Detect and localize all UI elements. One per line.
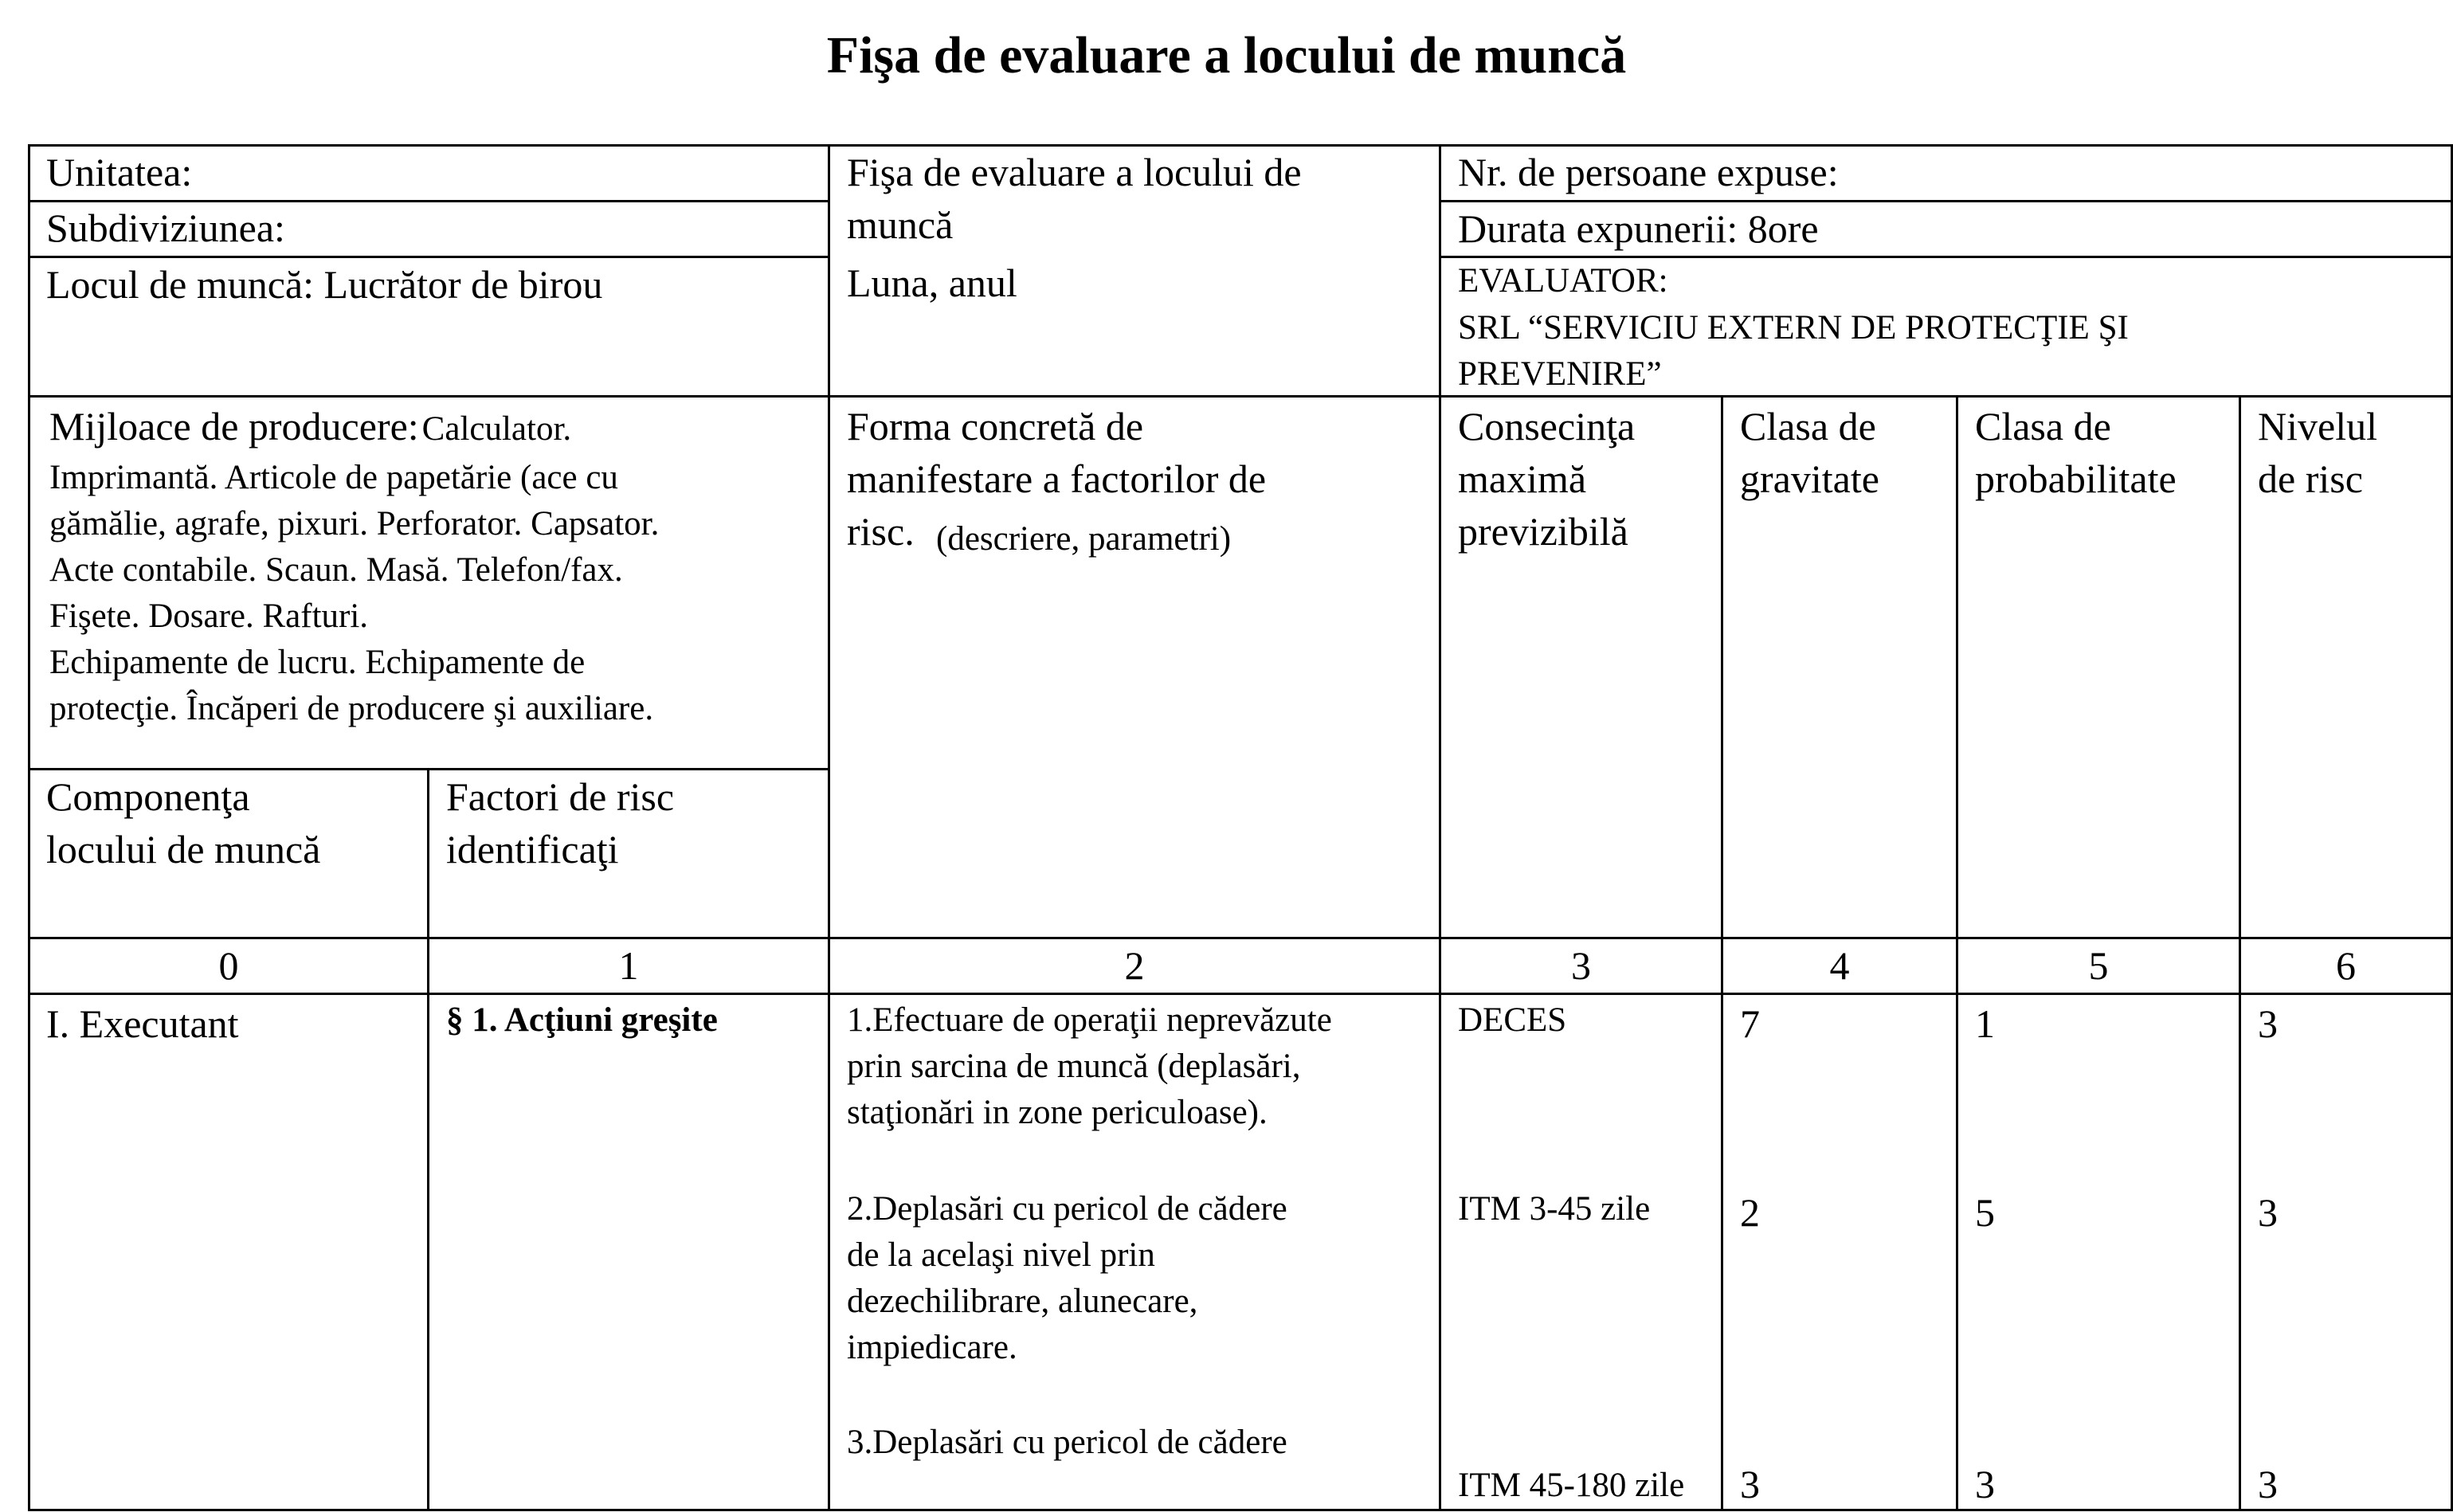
consequence-2: ITM 3-45 zile — [1458, 1190, 1651, 1228]
col-number: 3 — [1571, 943, 1591, 988]
severity-1: 7 — [1740, 1001, 1760, 1046]
table-rule — [427, 768, 429, 1511]
col-header-risk-factors: Factori de risc identificaţi — [446, 774, 675, 872]
probability-1: 1 — [1975, 1001, 1995, 1046]
col-number: 2 — [1124, 943, 1145, 988]
month-year-label: Luna, anul — [847, 260, 1017, 305]
col-number: 1 — [618, 943, 639, 988]
col-number: 6 — [2336, 943, 2356, 988]
risk-description-1: 1.Efectuare de operaţii neprevăzute prin sarcina de muncă (deplasări, staţionări in zone periculoase). — [847, 1001, 1332, 1131]
probability-3: 3 — [1975, 1462, 1995, 1506]
col-header-severity: Clasa de gravitate — [1740, 404, 1879, 501]
col-number: 4 — [1829, 943, 1850, 988]
col-header-component: Componenţa locului de muncă — [46, 774, 321, 872]
table-border-bottom — [29, 1509, 2453, 1511]
severity-2: 2 — [1740, 1190, 1760, 1235]
persons-exposed-label: Nr. de persoane expuse: — [1458, 150, 1839, 194]
consequence-1: DECES — [1458, 1001, 1567, 1039]
component-executant: I. Executant — [46, 1001, 239, 1046]
risk-level-2: 3 — [2258, 1190, 2278, 1235]
risk-description-2: 2.Deplasări cu pericol de cădere de la acelaşi nivel prin dezechilibrare, alunecare, impiedicare. — [847, 1190, 1287, 1366]
consequence-3: ITM 45-180 zile — [1458, 1467, 1685, 1504]
risk-factor-wrong-actions: § 1. Acţiuni greşite — [446, 1001, 718, 1039]
risk-description-3: 3.Deplasări cu pericol de cădere — [847, 1424, 1287, 1461]
sheet-title: Fişa de evaluare a locului de muncă — [847, 150, 1302, 247]
table-rule — [828, 144, 830, 1511]
risk-level-1: 3 — [2258, 1001, 2278, 1046]
exposure-duration-label: Durata expunerii: 8ore — [1458, 206, 1819, 251]
col-header-consequence: Consecinţa maximă previzibilă — [1458, 404, 1636, 554]
table-border-left — [28, 144, 30, 1511]
means-first-item: Calculator. — [421, 410, 572, 448]
means-of-production-first-line — [49, 400, 571, 452]
col-header-form-note: (descriere, parametri) — [936, 520, 1232, 558]
col-number: 5 — [2088, 943, 2109, 988]
col-number: 0 — [218, 943, 239, 988]
subdivision-label: Subdiviziunea: — [46, 206, 285, 250]
unit-label: Unitatea: — [46, 150, 193, 194]
means-of-production-list: Imprimantă. Articole de papetărie (ace cu gămălie, agrafe, pixuri. Perforator. Capsator. Acte contabile. Scaun. Masă. Telefon/fax. Fişete. Dosare. Rafturi. Echipamente de lucru. Echipamente de protecţie. Încăperi de producere şi auxiliare. — [49, 459, 660, 727]
probability-2: 5 — [1975, 1190, 1995, 1235]
evaluator-label: EVALUATOR: — [1458, 262, 1668, 300]
col-header-risk-level: Nivelul de risc — [2258, 404, 2377, 501]
col-header-probability: Clasa de probabilitate — [1975, 404, 2177, 501]
col-header-form: Forma concretă de manifestare a factorilor de risc. — [847, 404, 1267, 554]
evaluator-name: SRL “SERVICIU EXTERN DE PROTECŢIE ŞI PREVENIRE” — [1458, 309, 2129, 393]
page-title: Fişa de evaluare a locului de muncă — [826, 26, 1627, 84]
risk-level-3: 3 — [2258, 1462, 2278, 1506]
severity-3: 3 — [1740, 1462, 1760, 1506]
table-rule — [1439, 144, 1441, 1511]
table-rule — [29, 993, 2453, 995]
workplace-label: Locul de muncă: Lucrător de birou — [46, 262, 603, 307]
means-label: Mijloace de producere: — [49, 404, 419, 449]
